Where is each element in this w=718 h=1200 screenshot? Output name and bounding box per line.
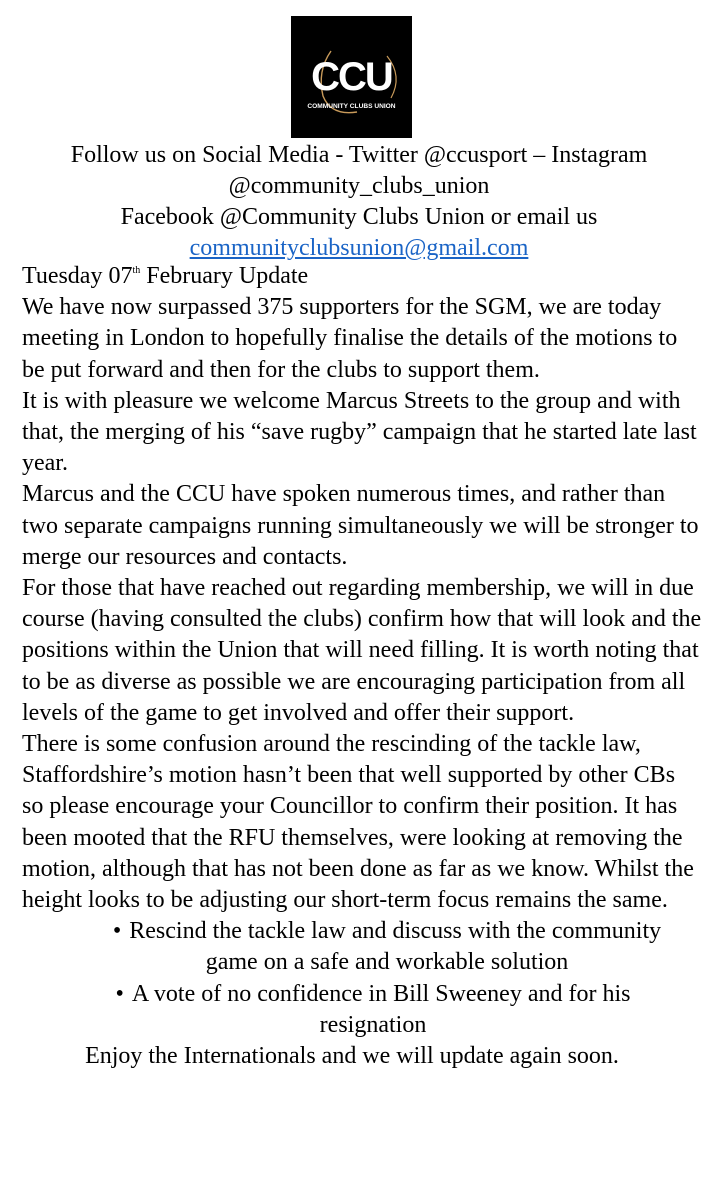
social-line-twitter-instagram: Follow us on Social Media - Twitter @ccusport – Instagram [70, 142, 648, 168]
social-line-facebook: Facebook @Community Clubs Union or email us [120, 204, 598, 230]
closing-line: Enjoy the Internationals and we will update again soon. [85, 1043, 619, 1070]
logo-main-text: CCU [311, 55, 392, 99]
focus-list [22, 916, 702, 1041]
bullet-icon: • [112, 918, 122, 945]
social-line-instagram-handle: @community_clubs_union [228, 173, 490, 199]
paragraph-tackle-law: There is some confusion around the rescinding of the tackle law, Staffordshire’s motion hasn’t been that well supported by other CBs so please encourage your Councillor to confirm their position. It has been mooted that the RFU themselves, were looking at removing the motion, although that has not been done as far as we know. Whilst the height looks to be adjusting our short-term focus remains the same. [22, 731, 694, 914]
focus-list-item [22, 979, 702, 1041]
logo-subtitle: COMMUNITY CLUBS UNION [307, 103, 396, 110]
paragraph-merge: Marcus and the CCU have spoken numerous times, and rather than two separate campaigns running simultaneously we will be stronger to merge our resources and contacts. [22, 481, 699, 570]
focus-item-text: A vote of no confidence in Bill Sweeney and for his resignation [131, 980, 631, 1038]
ccu-logo [291, 16, 412, 138]
ccu-logo-graphic [291, 16, 412, 138]
bullet-icon: • [115, 980, 124, 1007]
date-ordinal-suffix: th [132, 265, 141, 276]
date-prefix: Tuesday 07 [22, 263, 133, 289]
email-link[interactable]: communityclubsunion@gmail.com [189, 235, 529, 261]
social-header [0, 140, 718, 264]
paragraph-welcome: It is with pleasure we welcome Marcus Streets to the group and with that, the merging of his “save rugby” campaign that he started late last year. [22, 387, 697, 477]
focus-item-text: Rescind the tackle law and discuss with the community game on a safe and workable solution [129, 918, 662, 976]
date-rest: February Update [140, 263, 309, 289]
paragraph-membership: For those that have reached out regarding membership, we will in due course (having consulted the clubs) confirm how that will look and the positions within the Union that will need filling. It is worth noting that to be as diverse as possible we are encouraging participation from all levels of the game to get involved and offer their support. [22, 575, 702, 726]
update-body [22, 261, 702, 1072]
focus-list-item [22, 916, 702, 978]
update-date [22, 261, 702, 292]
paragraph-supporters: We have now surpassed 375 supporters for the SGM, we are today meeting in London to hopefully finalise the details of the motions to be put forward and then for the clubs to support them. [22, 294, 678, 383]
